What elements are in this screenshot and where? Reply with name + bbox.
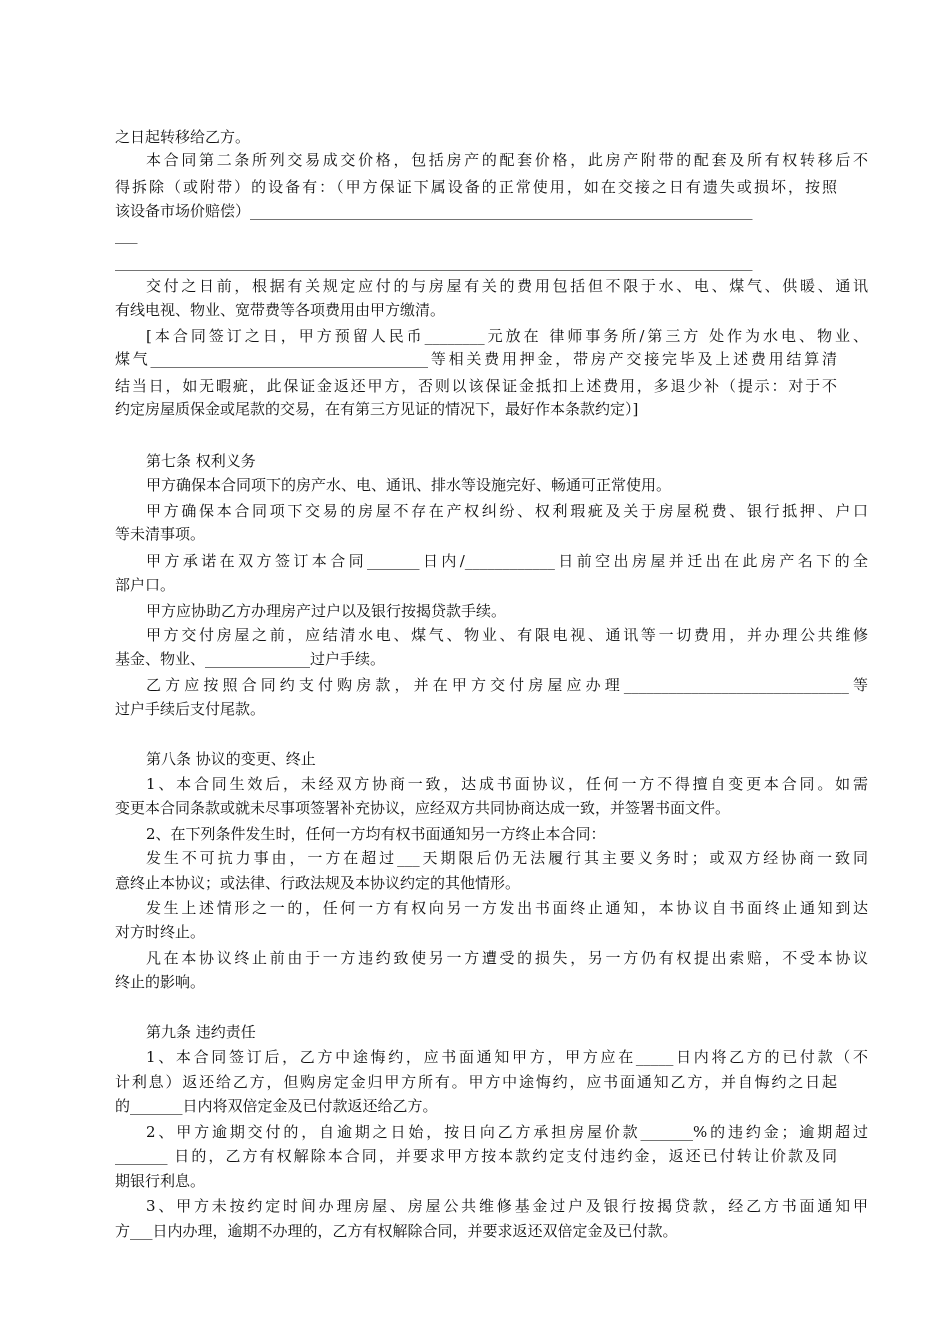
text-line: 基金、物业、______________过户手续。 xyxy=(115,650,386,668)
text-line: 3、甲方未按约定时间办理房屋、房屋公共维修基金过户及银行按揭贷款，经乙方书面通知甲 xyxy=(146,1197,868,1215)
text-line: 意终止本协议；或法律、行政法规及本协议约定的其他情形。 xyxy=(115,874,521,892)
text-line: 甲方承诺在双方签订本合同_______日内/____________日前空出房屋并迁出在此房产名下的全 xyxy=(146,552,868,570)
text-line: [本合同签订之日，甲方预留人民币________元放在 律师事务所/第三方 处作为水电、物业、 xyxy=(146,327,868,345)
text-line: 计利息）返还给乙方，但购房定金归甲方所有。甲方中途悔约，应书面通知乙方，并自悔约之日起 xyxy=(115,1073,837,1091)
text-line: 变更本合同条款或就未尽事项签署补充协议，应经双方共同协商达成一致，并签署书面文件。 xyxy=(115,799,731,817)
text-line: 凡在本协议终止前由于一方违约致使另一方遭受的损失，另一方仍有权提出索赔，不受本协议 xyxy=(146,949,868,967)
section-heading: 第八条 协议的变更、终止 xyxy=(146,750,316,768)
text-line: 的_______日内将双倍定金及已付款返还给乙方。 xyxy=(115,1097,438,1115)
text-line: 方___日内办理，逾期不办理的，乙方有权解除合同，并要求返还双倍定金及已付款。 xyxy=(115,1222,678,1240)
text-line: 终止的影响。 xyxy=(115,973,206,991)
section-heading: 第九条 违约责任 xyxy=(146,1023,256,1041)
text-line: 甲方应协助乙方办理房产过户以及银行按揭贷款手续。 xyxy=(146,602,507,620)
text-line: 甲方确保本合同项下交易的房屋不存在产权纠纷、权利瑕疵及关于房屋税费、银行抵押、户口 xyxy=(146,502,868,520)
text-line: 对方时终止。 xyxy=(115,923,206,941)
text-line: 之日起转移给乙方。 xyxy=(115,128,251,146)
text-line: 结当日，如无暇疵，此保证金返还甲方，否则以该保证金抵扣上述费用，多退少补（提示：对于不 xyxy=(115,377,837,395)
text-line: 1、本合同签订后，乙方中途悔约，应书面通知甲方，甲方应在_____日内将乙方的已付款（不 xyxy=(146,1048,868,1066)
text-line: 煤气_____________________________________等相关费用押金，带房产交接完毕及上述费用结算清 xyxy=(115,350,837,368)
text-line: 部户口。 xyxy=(115,576,176,594)
text-line: 约定房屋质保金或尾款的交易，在有第三方见证的情况下，最好作本条款约定）] xyxy=(115,400,639,418)
text-line: 乙方应按照合同约支付购房款，并在甲方交付房屋应办理______________________________等 xyxy=(146,676,868,694)
text-line: 甲方确保本合同项下的房产水、电、通讯、排水等设施完好、畅通可正常使用。 xyxy=(146,476,672,494)
text-line: 甲方交付房屋之前，应结清水电、煤气、物业、有限电视、通讯等一切费用，并办理公共维修 xyxy=(146,626,868,644)
text-line: 有线电视、物业、宽带费等各项费用由甲方缴清。 xyxy=(115,301,446,319)
text-line: 得拆除（或附带）的设备有：（甲方保证下属设备的正常使用，如在交接之日有遗失或损坏，按照 xyxy=(115,178,837,196)
section-heading: 第七条 权利义务 xyxy=(146,452,256,470)
text-line: 2、甲方逾期交付的，自逾期之日始，按日向乙方承担房屋价款_______%的违约金；逾期超过 xyxy=(146,1123,868,1141)
text-line: 本合同第二条所列交易成交价格，包括房产的配套价格，此房产附带的配套及所有权转移后不 xyxy=(146,151,868,169)
text-line: ___ xyxy=(115,226,138,244)
text-line: 发生不可抗力事由，一方在超过___天期限后仍无法履行其主要义务时；或双方经协商一致同 xyxy=(146,849,868,867)
text-line: 交付之日前，根据有关规定应付的与房屋有关的费用包括但不限于水、电、煤气、供暖、通讯 xyxy=(146,277,868,295)
text-line: 1、本合同生效后，未经双方协商一致，达成书面协议，任何一方不得擅自变更本合同。如需 xyxy=(146,775,868,793)
text-line: 过户手续后支付尾款。 xyxy=(115,700,266,718)
text-line: _______ 日的，乙方有权解除本合同，并要求甲方按本款约定支付违约金，返还已付转让价款及同 xyxy=(115,1147,837,1165)
text-line: 发生上述情形之一的，任何一方有权向另一方发出书面终止通知，本协议自书面终止通知到达 xyxy=(146,899,868,917)
text-line: 等未清事项。 xyxy=(115,525,206,543)
text-line: 2、在下列条件发生时，任何一方均有权书面通知另一方终止本合同： xyxy=(146,825,606,843)
text-line: 该设备市场价赔偿）___________________________________________________________________ xyxy=(115,202,753,220)
text-line: _____________________________________________________________________________________ xyxy=(115,253,753,271)
text-line: 期银行利息。 xyxy=(115,1172,206,1190)
